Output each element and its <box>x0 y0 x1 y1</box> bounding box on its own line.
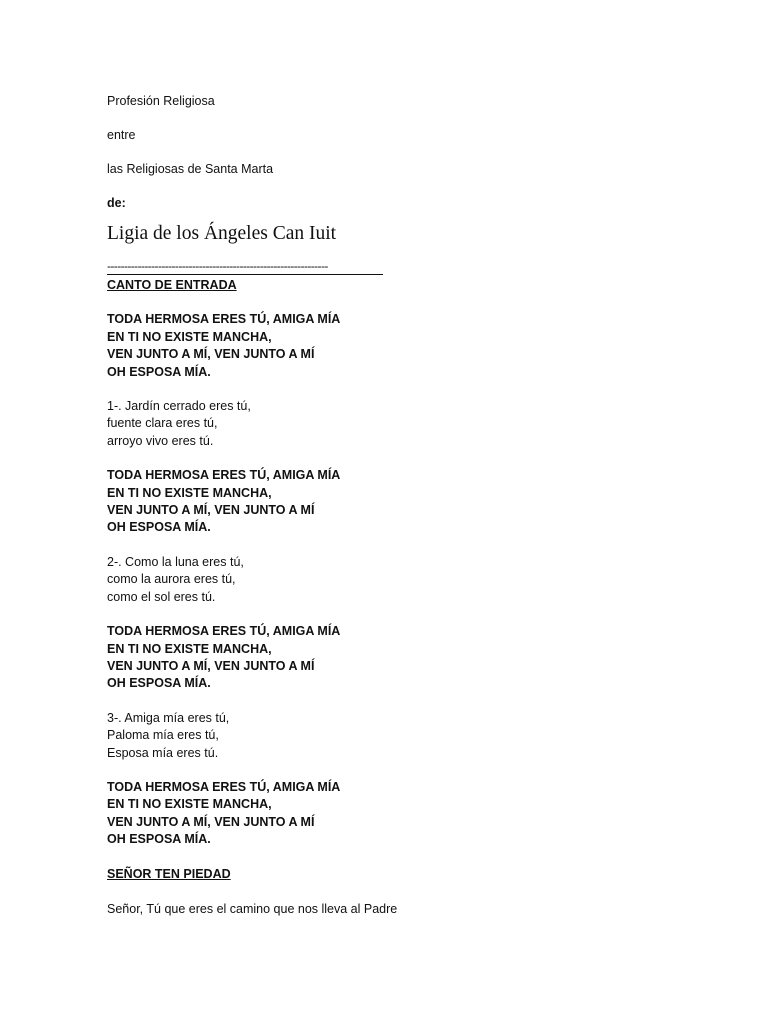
verse-line: 3-. Amiga mía eres tú, <box>107 710 230 725</box>
chorus-line: EN TI NO EXISTE MANCHA, <box>107 641 272 656</box>
chorus-line: VEN JUNTO A MÍ, VEN JUNTO A MÍ <box>107 814 315 829</box>
chorus-line: EN TI NO EXISTE MANCHA, <box>107 485 272 500</box>
verse-stanza-1 <box>107 398 727 450</box>
verse-stanza-2 <box>107 554 727 606</box>
verse-line: arroyo vivo eres tú. <box>107 433 214 448</box>
chorus-line: TODA HERMOSA ERES TÚ, AMIGA MÍA <box>107 624 341 639</box>
separator-line: ----------------------------------------------------------------- <box>107 260 383 275</box>
chorus-line: OH ESPOSA MÍA. <box>107 364 211 379</box>
header-line-de: de: <box>107 196 126 210</box>
chorus-stanza <box>107 311 727 381</box>
verse-line: fuente clara eres tú, <box>107 416 218 431</box>
header-line-entre: entre <box>107 128 136 142</box>
verse-line: Paloma mía eres tú, <box>107 728 219 743</box>
canto-entrada-heading: CANTO DE ENTRADA <box>107 278 237 292</box>
verse-line: como la aurora eres tú, <box>107 572 236 587</box>
verse-stanza-3 <box>107 710 727 762</box>
chorus-line: TODA HERMOSA ERES TÚ, AMIGA MÍA <box>107 468 341 483</box>
chorus-stanza <box>107 779 727 849</box>
chorus-line: TODA HERMOSA ERES TÚ, AMIGA MÍA <box>107 779 341 794</box>
professed-name: Ligia de los Ángeles Can Iuit <box>107 223 337 244</box>
chorus-stanza <box>107 623 727 693</box>
chorus-line: EN TI NO EXISTE MANCHA, <box>107 329 272 344</box>
verse-line: Esposa mía eres tú. <box>107 745 219 760</box>
verse-line: como el sol eres tú. <box>107 589 216 604</box>
chorus-line: VEN JUNTO A MÍ, VEN JUNTO A MÍ <box>107 658 315 673</box>
document-page <box>107 93 727 918</box>
chorus-line: OH ESPOSA MÍA. <box>107 520 211 535</box>
chorus-line: OH ESPOSA MÍA. <box>107 676 211 691</box>
chorus-line: TODA HERMOSA ERES TÚ, AMIGA MÍA <box>107 312 341 327</box>
chorus-line: EN TI NO EXISTE MANCHA, <box>107 797 272 812</box>
verse-line: 2-. Como la luna eres tú, <box>107 554 244 569</box>
header-line-religiosas: las Religiosas de Santa Marta <box>107 162 274 176</box>
chorus-stanza <box>107 467 727 537</box>
chorus-line: VEN JUNTO A MÍ, VEN JUNTO A MÍ <box>107 503 315 518</box>
chorus-line: OH ESPOSA MÍA. <box>107 832 211 847</box>
senor-ten-piedad-heading: SEÑOR TEN PIEDAD <box>107 866 231 881</box>
chorus-line: VEN JUNTO A MÍ, VEN JUNTO A MÍ <box>107 347 315 362</box>
piedad-line: Señor, Tú que eres el camino que nos lleva al Padre <box>107 901 398 916</box>
header-line-profesion: Profesión Religiosa <box>107 94 215 108</box>
verse-line: 1-. Jardín cerrado eres tú, <box>107 399 251 414</box>
